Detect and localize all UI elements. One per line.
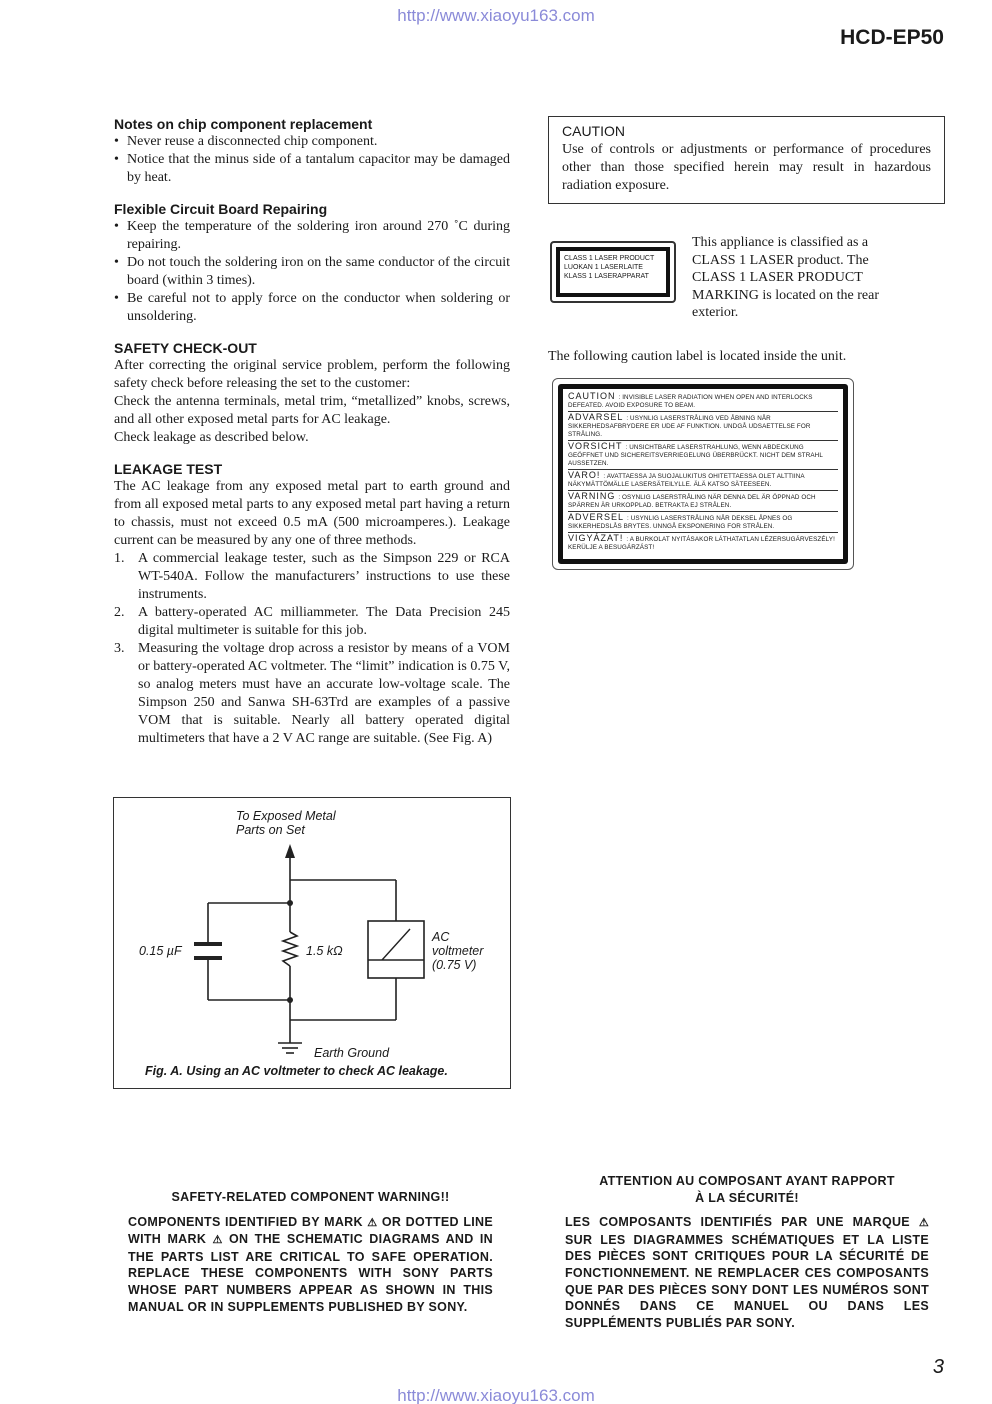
flex-repair-title: Flexible Circuit Board Repairing: [114, 201, 328, 217]
list-item: • Be careful not to apply force on the conductor when soldering or unsoldering.: [114, 291, 510, 324]
list-item: • Keep the temperature of the soldering iron around 270 ˚C during repairing.: [114, 219, 510, 252]
safety-paragraph: Check the antenna terminals, metal trim, “metallized” knobs, screws, and all other exposed metal parts for AC leakage.: [114, 394, 510, 427]
model-number: HCD-EP50: [840, 26, 944, 49]
warning-en-title: SAFETY-RELATED COMPONENT WARNING!!: [171, 1190, 450, 1204]
chip-notes-title: Notes on chip component replacement: [114, 116, 373, 132]
list-item: 1. A commercial leakage tester, such as the Simpson 229 or RCA WT-540A. Follow the manufacturers’ instructions to use these instruments.: [114, 551, 510, 602]
leakage-methods: [114, 550, 510, 748]
warning-en-text: COMPONENTS IDENTIFIED BY MARK ⚠ OR DOTTED LINE WITH MARK ⚠ ON THE SCHEMATIC DIAGRAMS AND IN THE PARTS LIST ARE CRITICAL TO SAFE OPERATION. REPLACE THESE COMPONENTS WITH SONY PARTS WHOSE PART NUMBERS APPEAR AS SHOWN IN THIS MANUAL OR IN SUPPLEMENTS PUBLISHED BY SONY.: [128, 1214, 493, 1314]
junction-dot: [287, 900, 293, 906]
label-resistor: 1.5 kΩ: [306, 944, 343, 958]
caution-label-entry: VORSICHT : UNSICHTBARE LASERSTRAHLUNG, WENN ABDECKUNG GEÖFFNET UND SICHEREITSVERRIEGELUNG ÜBERBRÜCKT. NICHT DEM STRAHL AUSSETZEN.: [568, 442, 838, 470]
safety-warning-fr: [565, 1173, 929, 1331]
flex-repair-list: [114, 218, 510, 326]
caution-label: [552, 378, 854, 570]
warning-fr-text: LES COMPOSANTS IDENTIFIÉS PAR UNE MARQUE ⚠ SUR LES DIAGRAMMES SCHÉMATIQUES ET LA LISTE DES PIÈCES SONT CRITIQUES POUR LA SÉCURITÉ DE FONCTIONNEMENT. NE REMPLACER CES COMPOSANTS QUE PAR DES PIÈCES SONY DONT LES NUMÉROS SONT DONNÉS DANS CE MANUEL OU DANS LES SUPPLÉMENTS PUBLIÉS PAR SONY.: [565, 1215, 929, 1330]
caution-title: CAUTION: [562, 123, 625, 139]
list-item: • Do not touch the soldering iron on the same conductor of the circuit board (within 3 times).: [114, 255, 510, 288]
figure-a: [113, 797, 511, 1089]
page-number: 3: [932, 1356, 944, 1378]
laser-class-label: [550, 241, 676, 303]
label-earth-ground: Earth Ground: [314, 1046, 390, 1060]
laser-label-line: CLASS 1 LASER PRODUCT: [564, 255, 655, 262]
caution-label-entry: ADVARSEL : USYNLIG LASERSTRÅLING VED ÅBNING NÅR SIKKERHEDSAFBRYDERE ER UDE AF FUNKTION. UNDGÅ UDSAETTELSE FOR STRÅLING.: [568, 413, 838, 441]
warning-mark-icon: ⚠: [212, 1234, 223, 1247]
label-capacitor: 0.15 µF: [139, 944, 182, 958]
junction-dot: [287, 997, 293, 1003]
figure-caption: Fig. A. Using an AC voltmeter to check AC leakage.: [145, 1064, 448, 1078]
url-top[interactable]: http://www.xiaoyu163.com: [397, 6, 595, 25]
warning-mark-icon: ⚠: [367, 1216, 378, 1229]
caution-box: [548, 116, 945, 204]
laser-label-line: KLASS 1 LASERAPPARAT: [564, 273, 649, 280]
right-column: [548, 116, 945, 586]
safety-warning-en: [128, 1189, 493, 1315]
laser-class-description: This appliance is classified as a CLASS 1 LASER product. The CLASS 1 LASER PRODUCT MARKING is located on the rear exterior.: [692, 235, 880, 320]
safety-paragraph: Check leakage as described below.: [114, 430, 309, 445]
label-exposed-metal: To Exposed Metal Parts on Set: [236, 809, 336, 837]
safety-checkout-title: SAFETY CHECK-OUT: [114, 340, 257, 356]
leakage-test-title: LEAKAGE TEST: [114, 461, 223, 477]
laser-label-line: LUOKAN 1 LASERLAITE: [564, 264, 643, 271]
left-column: [114, 116, 510, 748]
caution-label-entry: VIGYÁZAT! : A BURKOLAT NYITÁSAKOR LÁTHATATLAN LÉZERSUGÁRVESZÉLY! KERÜLJE A BESUGÁRZÁST!: [568, 533, 835, 551]
list-item: 3. Measuring the voltage drop across a resistor by means of a VOM or battery-operated AC voltmeter. The “limit” indication is 0.75 V, so analog meters must have an accurate low-voltage scale. The Simpson 250 and Sanwa SH-63Trd are examples of a passive VOM that is suitable. Nearly all battery operated digital multimeters that have a 2 V AC range are suitable. (See Fig. A): [114, 641, 510, 746]
warning-mark-icon: ⚠: [918, 1217, 929, 1230]
list-item: • Never reuse a disconnected chip component.: [114, 134, 378, 149]
caution-label-entry: VARNING : OSYNLIG LASERSTRÅLING NÄR DENNA DEL ÄR ÖPPNAD OCH SPÄRREN ÄR URKOPPLAD. BETRAKTA EJ STRÅLEN.: [568, 492, 838, 512]
caution-label-entry: ADVERSEL : USYNLIG LASERSTRÅLING NÅR DEKSEL ÅPNES OG SIKKERHEDSLÅS BRYTES. UNNGÅ EKSPONERING FOR STRÅLEN.: [568, 513, 838, 533]
label-voltmeter: AC voltmeter (0.75 V): [432, 930, 484, 972]
caution-text: Use of controls or adjustments or performance of procedures other than those specified herein may result in hazardous radiation exposure.: [562, 142, 931, 193]
url-bottom[interactable]: http://www.xiaoyu163.com: [397, 1386, 595, 1404]
warning-fr-title: ATTENTION AU COMPOSANT AYANT RAPPORT À LA SÉCURITÉ!: [599, 1174, 895, 1205]
caution-label-entry: VARO! : AVATTAESSA JA SUOJALUKITUS OHITETTAESSA OLET ALTTIINA NÄKYMÄTTÖMÄLLE LASERSÄTEILYLLE. ÄLÄ KATSO SÄTEESEEN.: [568, 471, 838, 491]
list-item: • Notice that the minus side of a tantalum capacitor may be damaged by heat.: [114, 152, 510, 185]
caution-label-entry: CAUTION : INVISIBLE LASER RADIATION WHEN OPEN AND INTERLOCKS DEFEATED. AVOID EXPOSURE TO BEAM.: [568, 392, 838, 412]
arrow-up-icon: [285, 844, 295, 858]
list-item: 2. A battery-operated AC milliammeter. The Data Precision 245 digital multimeter is suitable for this job.: [114, 605, 510, 638]
leakage-intro: The AC leakage from any exposed metal part to earth ground and from all exposed metal parts to any exposed metal part having a return to chassis, must not exceed 0.5 mA (500 microamperes.). Leakage current can be measured by any one of three methods.: [114, 479, 510, 548]
caution-label-intro: The following caution label is located inside the unit.: [548, 349, 847, 364]
laser-class-section: [548, 234, 945, 324]
voltmeter-symbol: [368, 921, 424, 978]
safety-paragraph: After correcting the original service problem, perform the following safety check before releasing the set to the customer:: [114, 358, 510, 391]
chip-notes-list: [114, 133, 510, 187]
